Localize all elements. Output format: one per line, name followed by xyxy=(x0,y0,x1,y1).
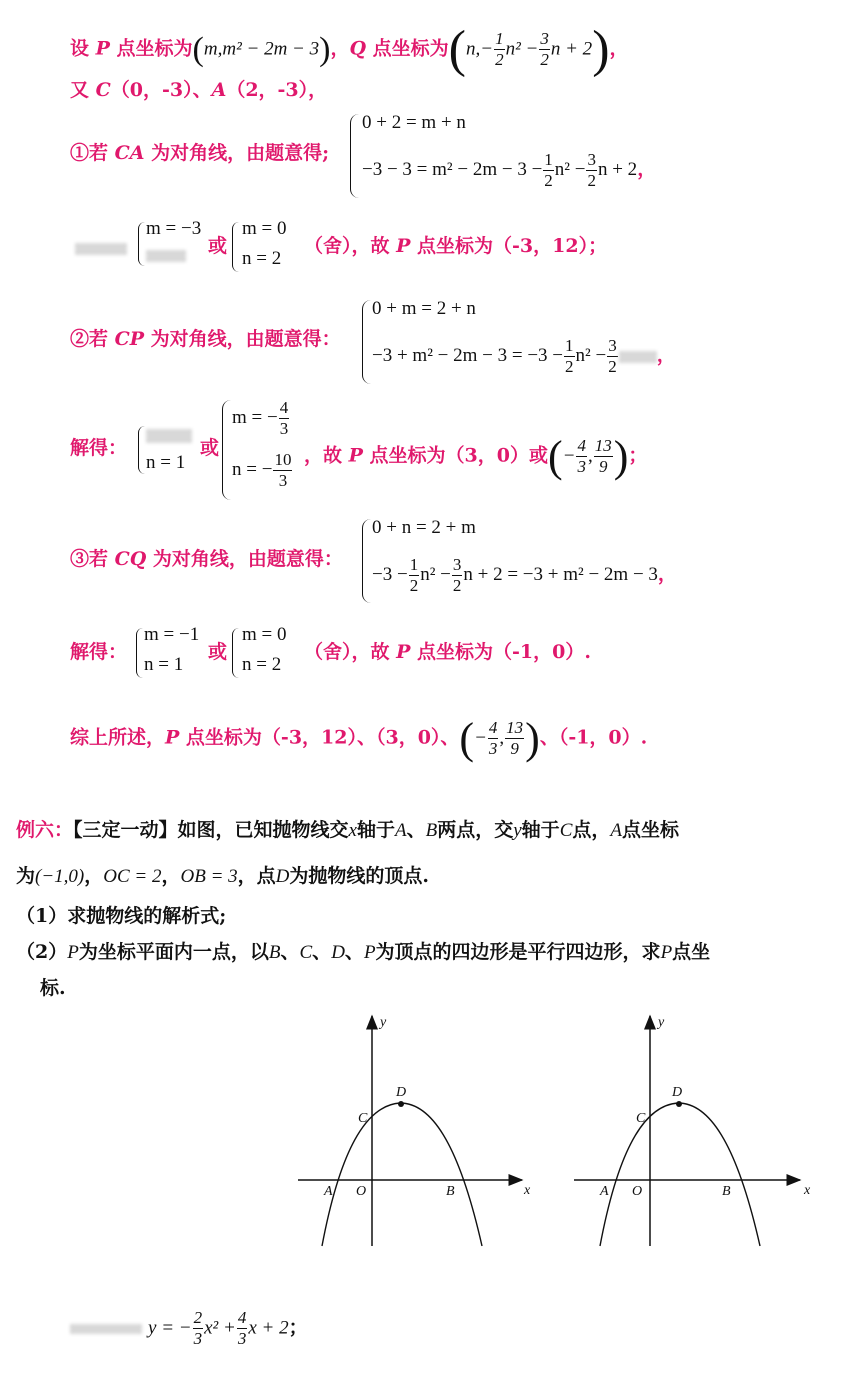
label-o: O xyxy=(632,1184,643,1199)
example6-line1: 例六：【三定一动】如图，已知抛物线交x轴于A、B两点，交y轴于C点，A点坐标 xyxy=(16,819,680,841)
parabola-figure-left xyxy=(290,1010,540,1250)
example6-line2: 为(−1,0)，OC = 2，OB = 3，点D为抛物线的顶点. xyxy=(16,865,430,887)
line-p-q-coords: 设 P 点坐标为(m,m² − 2m − 3)，Q 点坐标为(n,− $\frac{1}{2}$ n² − $\frac{3}{2}$ n + 2)， xyxy=(70,20,629,78)
case1-label: ①若 CA 为对角线，由题意得; xyxy=(70,142,330,164)
question-1: （1）求抛物线的解析式; xyxy=(16,905,227,927)
case2-label: ②若 CP 为对角线，由题意得： xyxy=(70,328,341,350)
label-c: C xyxy=(358,1111,368,1126)
label-x: x xyxy=(524,1183,531,1198)
question-2-cont: 标. xyxy=(40,977,66,999)
solve3-or: 或 xyxy=(208,641,228,663)
vertex-point-d xyxy=(676,1101,682,1107)
solve1-or: 或 xyxy=(208,235,228,257)
solve1-blurred-label xyxy=(75,236,127,260)
case3-label: ③若 CQ 为对角线，由题意得： xyxy=(70,548,343,570)
solve3-label: 解得： xyxy=(70,641,128,663)
label-a: A xyxy=(324,1184,333,1199)
solve2-result: ，故 P 点坐标为（3，0）或(− $\frac{4}{3}$ , $\frac{13}{9}$ )； xyxy=(304,431,648,481)
label-y: y xyxy=(658,1015,665,1030)
solve2-or: 或 xyxy=(200,437,220,459)
label-b: B xyxy=(446,1184,455,1199)
solve2-label: 解得： xyxy=(70,437,128,459)
solve1-result: （舍），故 P 点坐标为（-3，12）； xyxy=(304,235,608,257)
label-b: B xyxy=(722,1184,731,1199)
answer-line: y = − $\frac{2}{3}$ x² + $\frac{4}{3}$ x + 2； xyxy=(70,1308,308,1349)
parabola-curve xyxy=(600,1103,760,1246)
vertex-point-d xyxy=(398,1101,404,1107)
label-d: D xyxy=(672,1085,683,1100)
label-d: D xyxy=(396,1085,407,1100)
line-c-a-coords: 又 C（0，-3）、A（2，-3）， xyxy=(70,79,328,101)
summary-line: 综上所述，P 点坐标为（-3，12）、（3，0）、(− $\frac{4}{3}$ , $\frac{13}{9}$ )、（-1，0）. xyxy=(70,713,648,763)
solve3-result: （舍），故 P 点坐标为（-1，0）. xyxy=(304,641,591,663)
parabola-figure-right xyxy=(568,1010,818,1250)
question-2: （2）P为坐标平面内一点，以B、C、D、P为顶点的四边形是平行四边形，求P点坐 xyxy=(16,941,711,963)
label-c: C xyxy=(636,1111,646,1126)
label-x: x xyxy=(804,1183,811,1198)
parabola-curve xyxy=(322,1103,482,1246)
label-y: y xyxy=(380,1015,387,1030)
label-a: A xyxy=(600,1184,609,1199)
label-o: O xyxy=(356,1184,367,1199)
